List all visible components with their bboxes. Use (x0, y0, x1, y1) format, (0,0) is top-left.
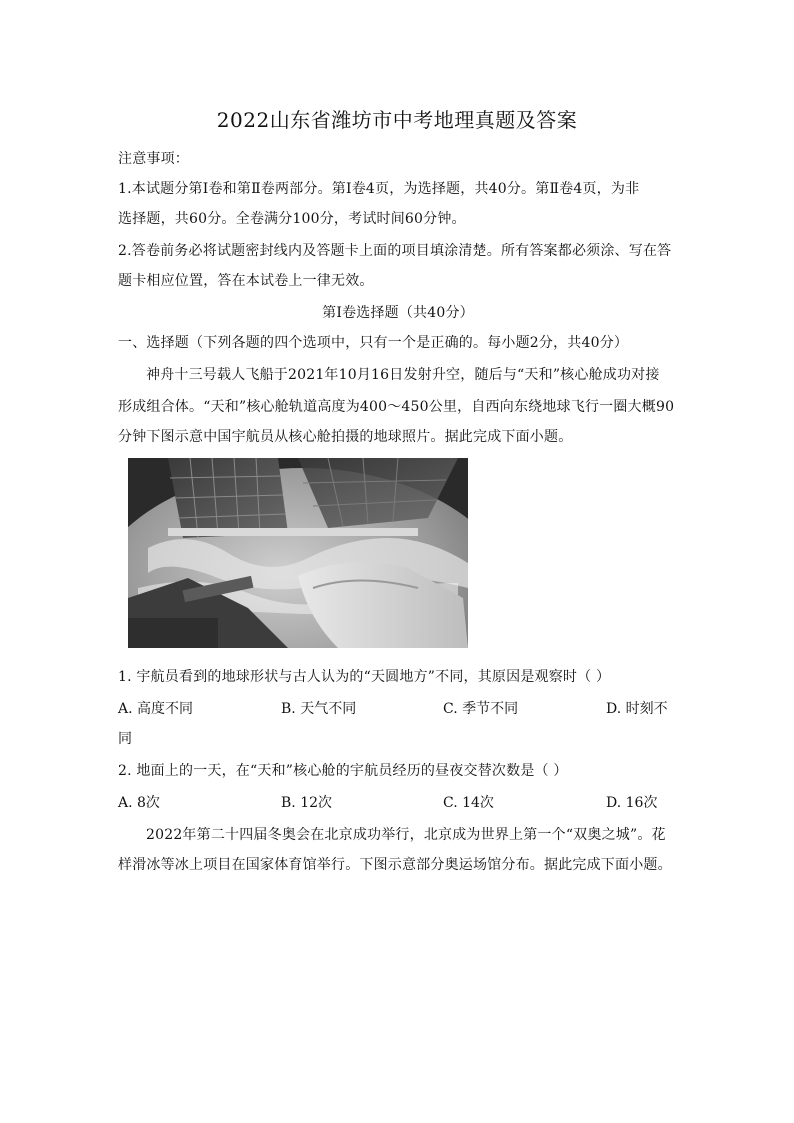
question-2-stem: 2. 地面上的一天，在“天和”核心舱的宇航员经历的昼夜交替次数是（ ） (118, 763, 568, 779)
question-1-option-c: C. 季节不同 (443, 701, 519, 717)
passage-2-line-2: 样滑冰等冰上项目在国家体育馆举行。下图示意部分奥运场馆分布。据此完成下面小题。 (118, 857, 672, 873)
question-2-option-d: D. 16次 (606, 795, 658, 811)
passage-2-line-1: 2022年第二十四届冬奥会在北京成功举行，北京成为世界上第一个“双奥之城”。花 (146, 827, 666, 843)
question-1-stem: 1. 宇航员看到的地球形状与古人认为的“天圆地方”不同，其原因是观察时（ ） (118, 669, 611, 685)
section-instructions: 一、选择题（下列各题的四个选项中，只有一个是正确的。每小题2分，共40分） (118, 335, 629, 351)
passage-1-line-1: 神舟十三号载人飞船于2021年10月16日发射升空，随后与“天和”核心舱成功对接 (146, 367, 660, 383)
document-title: 2022山东省潍坊市中考地理真题及答案 (216, 108, 578, 132)
question-1-option-a: A. 高度不同 (118, 701, 194, 717)
notice-heading: 注意事项： (118, 151, 189, 167)
question-2-option-c: C. 14次 (443, 795, 494, 811)
notice-item-1-line-1: 1.本试题分第Ⅰ卷和第Ⅱ卷两部分。第Ⅰ卷4页，为选择题，共40分。第Ⅱ卷4页，为非 (118, 181, 640, 197)
passage-1-line-2: 形成组合体。“天和”核心舱轨道高度为400～450公里，自西向东绕地球飞行一圈大概90 (118, 399, 675, 415)
notice-item-1-line-2: 选择题，共60分。全卷满分100分，考试时间60分钟。 (118, 211, 466, 227)
passage-1-line-3: 分钟下图示意中国宇航员从核心舱拍摄的地球照片。据此完成下面小题。 (118, 429, 573, 445)
question-1-option-d-wrap: 同 (118, 731, 132, 747)
question-2-option-b: B. 12次 (281, 795, 333, 811)
question-1-option-b: B. 天气不同 (281, 701, 357, 717)
earth-photo-from-core-module (128, 458, 468, 648)
notice-item-2-line-2: 题卡相应位置，答在本试卷上一律无效。 (118, 273, 374, 289)
section-heading: 第Ⅰ卷选择题（共40分） (322, 305, 474, 321)
notice-item-2-line-1: 2.答卷前务必将试题密封线内及答题卡上面的项目填涂清楚。所有答案都必须涂、写在答 (118, 243, 672, 259)
question-1-option-d: D. 时刻不 (606, 701, 668, 717)
question-2-option-a: A. 8次 (118, 795, 160, 811)
